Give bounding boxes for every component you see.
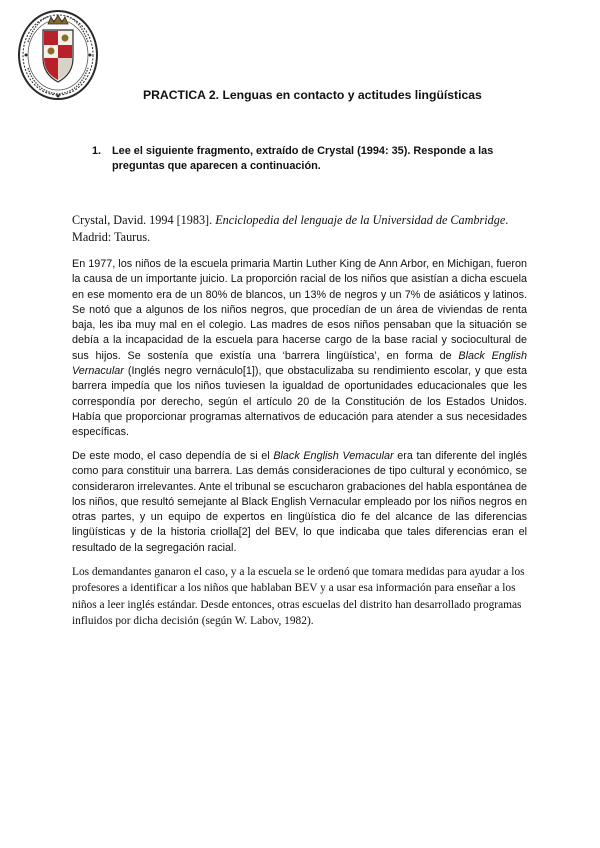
paragraph-3: Los demandantes ganaron el caso, y a la escuela se le ordenó que tomara medidas para ayudar a los profesores a identificar a los niños que hablaban BEV y a usar esa información para enseñar a los niños a leer inglés estándar. Desde entonces, otras escuelas del distrito han desarrollado programas influidos por dicha decisión (según W. Labov, 1982). xyxy=(72,566,525,627)
question-number: 1. xyxy=(92,145,102,157)
paragraph-2-text-a: De este modo, el caso dependía de si el xyxy=(72,450,274,462)
paragraph-2-italic: Black English Vemacular xyxy=(273,450,394,462)
reference-author-year: Crystal, David. 1994 [1983]. xyxy=(72,213,216,227)
paragraph-1-text-b: (Inglés negro vernáculo[1]), que obstaculizaba su rendimiento escolar, y que esta barrera impedía que los niños tuviesen la igualdad de oportunidades educacionales que les correspondía por derecho, según el artículo 20 de la Constitución de los Estados Unidos. Había que proporcionar programas alternativos de educación para atender a sus necesidades específicas. xyxy=(72,365,527,439)
seal-graphic xyxy=(16,8,100,102)
reference-publisher: . Madrid: Taurus. xyxy=(72,213,509,244)
reference-book-title: Enciclopedia del lenguaje de la Universidad de Cambridge xyxy=(215,213,506,227)
paragraph-2-text-b: era tan diferente del inglés como para constituir una barrera. Las demás consideraciones de tipo cultural y económico, se consideraron irrelevantes. Ante el tribunal se escucharon grabaciones del habla espontánea de los niños, que resultó semejante al Black English Vernacular empleado por los niños negros en otras partes, y un equipo de expertos en lingüística dio fe del alcance de las diferencias lingüísticas y de la historia criolla[2] del BEV, lo que indicaba que tales diferencias eran el resultado de la segregación racial. xyxy=(72,450,527,554)
question-item xyxy=(92,144,512,174)
question-text: Lee el siguiente fragmento, extraído de Crystal (1994: 35). Responde a las preguntas que aparecen a continuación. xyxy=(112,145,494,172)
paragraph-1-italic: Black English Vernacular xyxy=(72,349,527,378)
page-title: PRACTICA 2. Lenguas en contacto y actitudes lingüísticas xyxy=(143,88,482,102)
paragraph-1 xyxy=(72,257,527,441)
bibliographic-reference xyxy=(72,212,532,246)
paragraph-2 xyxy=(72,449,527,556)
university-seal-logo xyxy=(16,8,100,102)
paragraph-1-text-a: En 1977, los niños de la escuela primaria Martin Luther King de Ann Arbor, en Michigan, fueron la causa de un importante juicio. La proporción racial de los niños que asistían a dicha escuela en ese momento era de un 80% de blancos, un 13% de negros y un 7% de asiáticos y latinos. Se notó que a algunos de los niños negros, que procedían de un área de viviendas de renta baja, les iba muy mal en el colegio. Las madres de esos niños pensaban que la situación se debía a la incapacidad de la escuela para hacerse cargo de la base racial y sociocultural de sus hijos. Se sostenía que existía una ‘barrera lingüística’, en forma de xyxy=(72,258,527,362)
